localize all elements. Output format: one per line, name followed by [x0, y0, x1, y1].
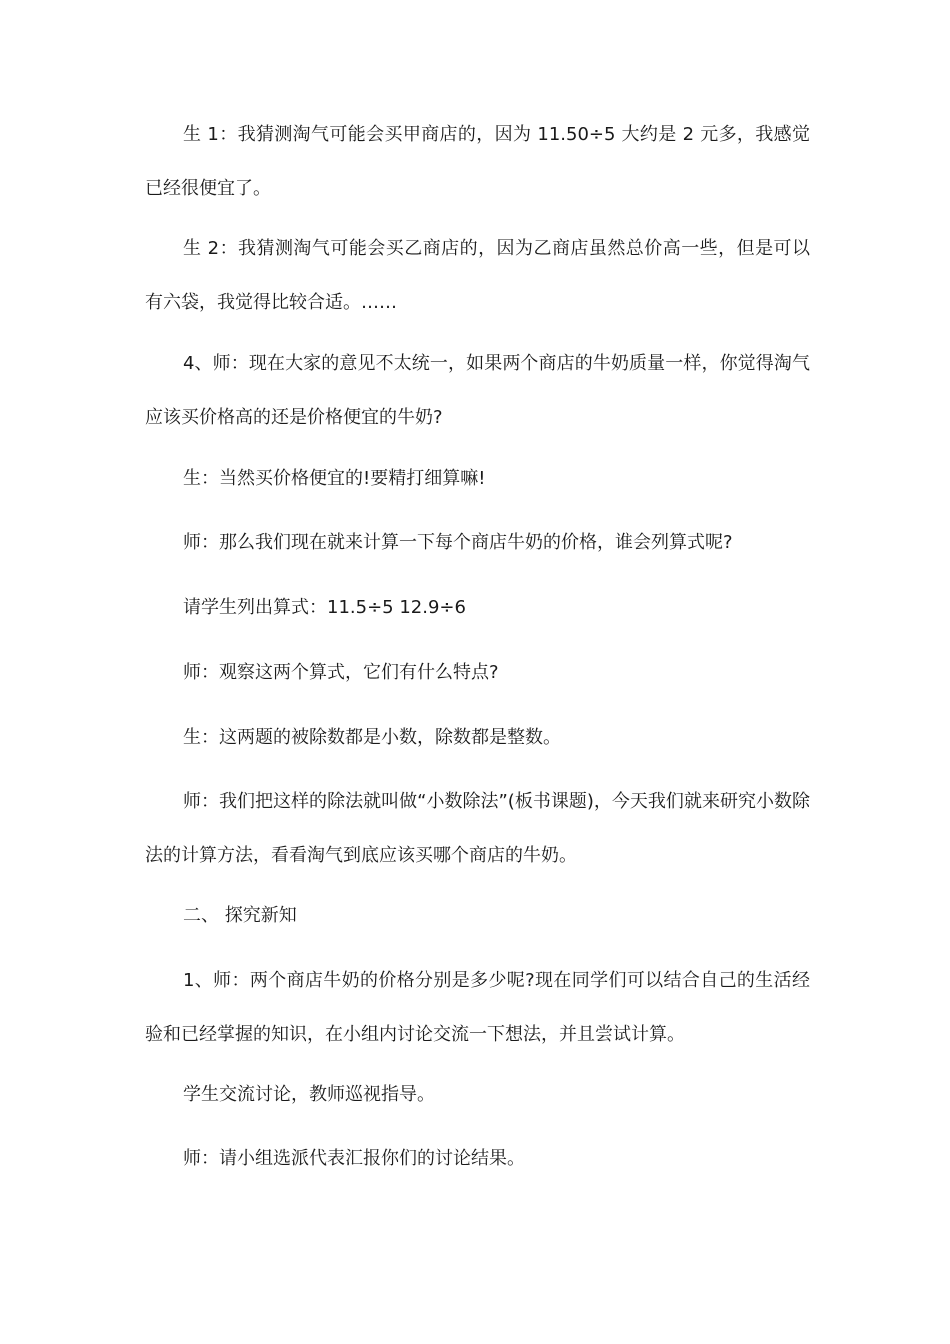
paragraph-teacher-question-4: 4、师：现在大家的意见不太统一，如果两个商店的牛奶质量一样，你觉得淘气应该买价格高的还是价格便宜的牛奶?: [145, 353, 810, 428]
paragraph-teacher-calc: 师：那么我们现在就来计算一下每个商店牛奶的价格，谁会列算式呢?: [183, 532, 733, 553]
paragraph-student-answer: 生：当然买价格便宜的!要精打细算嘛!: [183, 468, 486, 489]
paragraph-teacher-discuss: 1、师：两个商店牛奶的价格分别是多少呢?现在同学们可以结合自己的生活经验和已经掌握的知识，在小组内讨论交流一下想法，并且尝试计算。: [145, 970, 810, 1045]
paragraph-teacher-observe: 师：观察这两个算式，它们有什么特点?: [183, 662, 499, 683]
paragraph-teacher-topic: 师：我们把这样的除法就叫做“小数除法”(板书课题)，今天我们就来研究小数除法的计算方法，看看淘气到底应该买哪个商店的牛奶。: [145, 791, 810, 866]
paragraph-student1-guess: 生 1：我猜测淘气可能会买甲商店的，因为 11.50÷5 大约是 2 元多，我感觉已经很便宜了。: [145, 124, 810, 199]
paragraph-students-discuss: 学生交流讨论，教师巡视指导。: [183, 1084, 435, 1105]
paragraph-student2-guess: 生 2：我猜测淘气可能会买乙商店的，因为乙商店虽然总价高一些，但是可以有六袋，我觉得比较合适。……: [145, 238, 810, 313]
section-heading-explore: 二、 探究新知: [183, 905, 297, 926]
paragraph-formulas: 请学生列出算式：11.5÷5 12.9÷6: [183, 597, 466, 618]
paragraph-teacher-report: 师：请小组选派代表汇报你们的讨论结果。: [183, 1148, 525, 1169]
paragraph-student-features: 生：这两题的被除数都是小数，除数都是整数。: [183, 727, 561, 748]
